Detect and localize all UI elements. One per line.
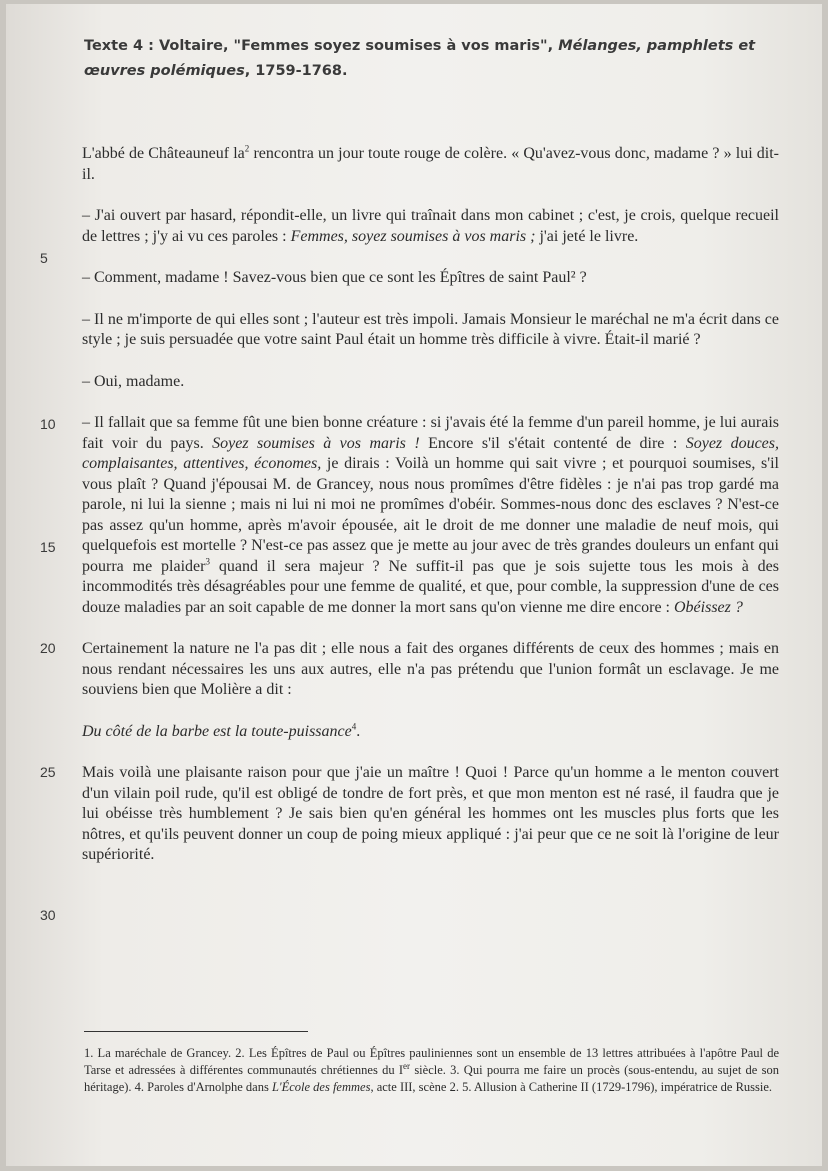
- footnotes: [84, 1045, 779, 1096]
- line-number: 10: [40, 416, 56, 432]
- paragraph: Mais voilà une plaisante raison pour que j'aie un maître ! Quoi ! Parce qu'un homme a le menton couvert d'un vilain poil rude, qu'il est obligé de tondre de fort près, et que mon menton est né rasé, il faudra que je lui obéisse très humblement ? Je sais bien qu'en général les hommes ont les muscles plus forts que les nôtres, et qu'ils peuvent donner un coup de poing mieux appliqué : j'ai peur que ce ne soit là l'origine de leur supériorité.: [82, 764, 779, 863]
- italic-quote: Soyez soumises à vos maris !: [212, 434, 420, 452]
- italic-quote: Du côté de la barbe est la toute-puissance: [82, 722, 352, 740]
- line-number: 25: [40, 764, 56, 780]
- text-run: siècle. 3. Qui pourra me faire un procès (sous-entendu, au sujet de son héritage). 4. Paroles d'Arnolphe dans: [84, 1063, 779, 1094]
- footnote-ref: 3: [205, 556, 210, 567]
- italic-quote: Femmes, soyez soumises à vos maris ;: [290, 227, 536, 245]
- paragraph: – Oui, madame.: [82, 372, 185, 390]
- document-page: [6, 4, 822, 1166]
- paragraph: [82, 722, 779, 743]
- title-work: Mélanges, pamphlets et œuvres polémiques: [84, 38, 756, 79]
- text-run: , acte III, scène 2. 5. Allusion à Catherine II (1729-1796), impératrice de Russie.: [370, 1080, 773, 1094]
- footnote-divider: [84, 1031, 308, 1032]
- line-number: 15: [40, 539, 56, 555]
- text-run: .: [356, 722, 361, 740]
- text-run: Encore s'il s'était contenté de dire :: [419, 434, 686, 452]
- paragraph: Certainement la nature ne l'a pas dit ; elle nous a fait des organes différents de ceux des hommes ; mais en nous rendant nécessaires les uns aux autres, elle n'a pas prétendu que l'union formât un esclavage. Je me souviens bien que Molière a dit :: [82, 640, 779, 698]
- line-number: 20: [40, 640, 56, 656]
- document-title: [84, 34, 796, 84]
- paragraph: [82, 144, 779, 185]
- text-run: – Il fallait que sa femme fût une bien bonne créature : si j'avais été la femme d'un pareil homme, je lui aurais fait voir du pays.: [82, 414, 779, 452]
- paragraph: [82, 206, 779, 247]
- text-run: 1. La maréchale de Grancey. 2. Les Épîtres de Paul ou Épîtres pauliniennes sont un ensemble de 13 lettres attribuées à l'apôtre Paul de Tarse et adressées à différentes communautés chrétiennes du I: [84, 1046, 779, 1077]
- text-body: [82, 144, 779, 866]
- paragraph: – Comment, madame ! Savez-vous bien que ce sont les Épîtres de saint Paul² ?: [82, 269, 587, 286]
- footnote-ref: 4: [351, 721, 357, 732]
- text-run: quand il sera majeur ? Ne suffit-il pas que je sois sujette tous les mois à des incommodités très désagréables pour une femme de qualité, et que, pour comble, la suppression d'une de ces douze maladies par an soit capable de me donner la mort sans qu'on vienne me dire encore :: [82, 557, 779, 616]
- title-dates: , 1759-1768.: [244, 63, 348, 79]
- paragraph: [82, 413, 779, 618]
- text-run: L'abbé de Châteauneuf la: [82, 145, 245, 162]
- superscript: er: [403, 1060, 411, 1071]
- text-run: je dirais : Voilà un homme qui sait vivre ; et pourquoi soumises, s'il vous plaît ? Quand j'épousai M. de Grancey, nous nous promîmes d'être fidèles : je n'ai pas trop gardé ma parole, ni lui la sienne ; mais ni lui ni moi ne promîmes d'obéir. Sommes-nous donc des esclaves ? N'est-ce pas assez qu'un homme, après m'avoir épousée, ait le droit de me donner une maladie de neuf mois, qui quelquefois est mortelle ? N'est-ce pas assez que je mette au jour avec de très grandes douleurs un enfant qui pourra me plaider: [82, 455, 780, 575]
- title-prefix: Texte 4 : Voltaire, "Femmes soyez soumises à vos maris",: [84, 38, 554, 54]
- italic-title: L'École des femmes: [271, 1080, 371, 1094]
- footnote-ref: 2: [244, 143, 250, 154]
- line-number: 5: [40, 250, 48, 266]
- text-run: rencontra un jour toute rouge de colère. « Qu'avez-vous donc, madame ? » lui dit-il.: [82, 145, 780, 183]
- line-number: 30: [40, 907, 56, 923]
- text-run: j'ai jeté le livre.: [535, 227, 639, 245]
- italic-quote: Soyez douces, complaisantes, attentives, économes,: [82, 434, 780, 472]
- text-run: – J'ai ouvert par hasard, répondit-elle, un livre qui traînait dans mon cabinet ; c'est, je crois, quelque recueil de lettres ; j'y ai vu ces paroles :: [82, 207, 779, 245]
- paragraph: – Il ne m'importe de qui elles sont ; l'auteur est très impoli. Jamais Monsieur le maréchal ne m'a écrit dans ce style ; je suis persuadée que votre saint Paul était un homme très difficile à vivre. Était-il marié ?: [82, 310, 779, 348]
- italic-quote: Obéissez ?: [674, 598, 743, 616]
